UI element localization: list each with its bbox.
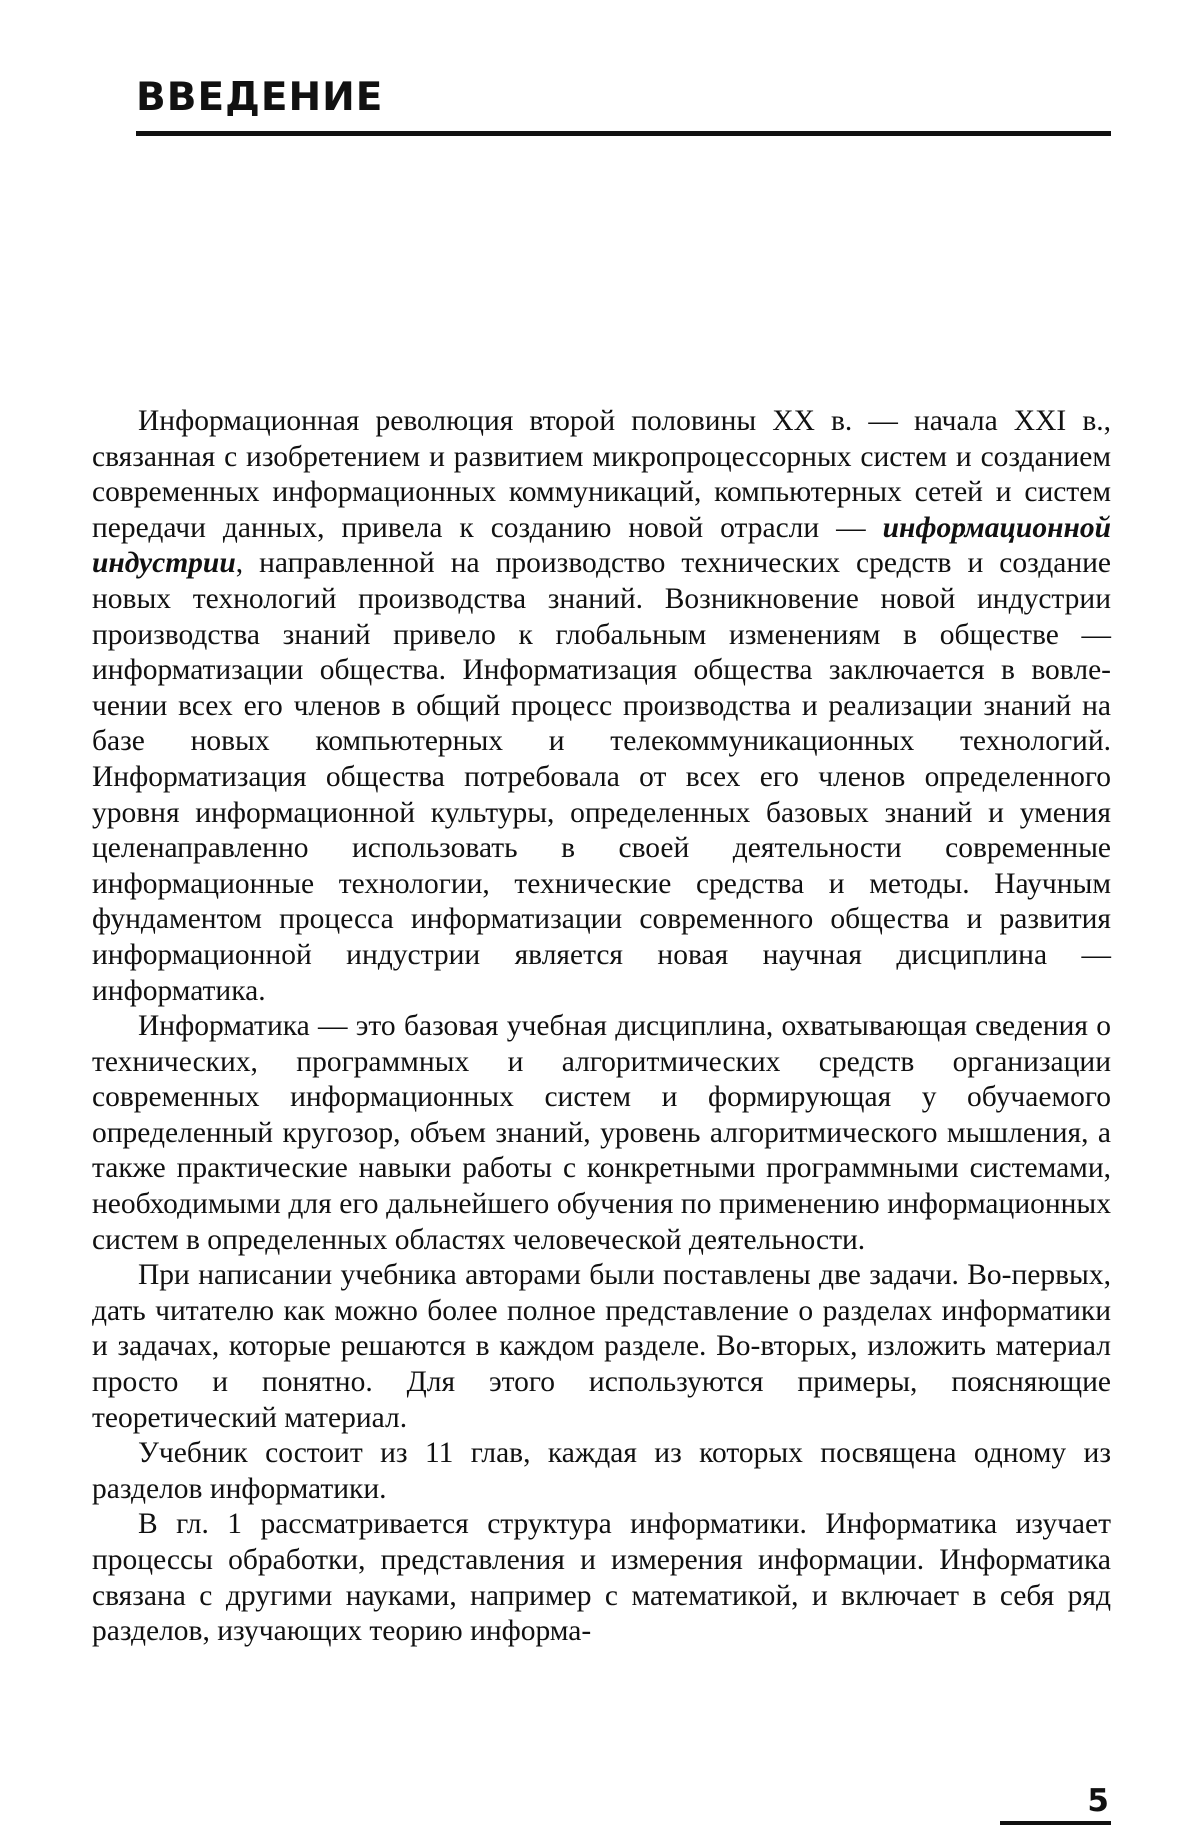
footer-rule: [1000, 1821, 1111, 1825]
paragraph-3: При написании учебника авторами были поставлены две задачи. Во-первых, дать читателю как можно более полное представление о разделах информатики и задачах, которые решаются в каждом разделе. Во-вторых, изложить материал просто и понятно. Для этого используются примеры, поясняющие теоретический материал.: [92, 1259, 1111, 1434]
paragraph-5: В гл. 1 рассматривается структура информатики. Информатика изучает процессы обработки, представления и измерения информации. Информатика связана с другими науками, например с математикой, и включает в себя ряд разделов, изучающих теорию информа-: [92, 1508, 1111, 1648]
paragraph-4: Учебник состоит из 11 глав, каждая из которых посвящена одному из разделов информатики.: [92, 1437, 1111, 1505]
paragraph-1: [92, 404, 1111, 1009]
body-text: [92, 404, 1111, 1650]
header-rule: [136, 131, 1111, 136]
emphasis-term: информационной индустрии: [92, 511, 1111, 580]
chapter-title: ВВЕДЕНИЕ: [136, 75, 384, 120]
page-footer: [1000, 1783, 1111, 1825]
paragraph-1-text-start: Информационная революция второй половины XX в. — начала XXI в., связанная с изобретением и развитием микропроцессорных систем и созданием современных информационных коммуникаций, компьютерных сетей и систем передачи данных, привела к созданию новой отрасли —: [92, 405, 1111, 544]
page-header: [136, 75, 1111, 136]
page-number: 5: [1087, 1783, 1109, 1819]
paragraph-1-text-end: , направленной на производство технических средств и создание новых технологий производства знаний. Возникновение новой индустрии производства знаний привело к глобальным изменениям в обществе — информатизации общества. Информатизация общества заключается в вовлечении всех его членов в общий процесс производства и реализации знаний на базе новых компьютерных и телекоммуникационных технологий. Информатизация общества потребовала от всех его членов определенного уровня информационной культуры, определенных базовых знаний и умения целенаправленно использовать в своей деятельности современные информационные технологии, технические средства и методы. Научным фундаментом процесса информатизации современного общества и развития информационной индустрии является новая научная дисциплина — информатика.: [92, 547, 1111, 1007]
paragraph-2: Информатика — это базовая учебная дисциплина, охватывающая сведения о технических, программных и алгоритмических средств организации современных информационных систем и формирующая у обучаемого определенный кругозор, объем знаний, уровень алгоритмического мышления, а также практические навыки работы с конкретными программными системами, необходимыми для его дальнейшего обучения по применению информационных систем в определенных областях человеческой деятельности.: [92, 1010, 1111, 1256]
